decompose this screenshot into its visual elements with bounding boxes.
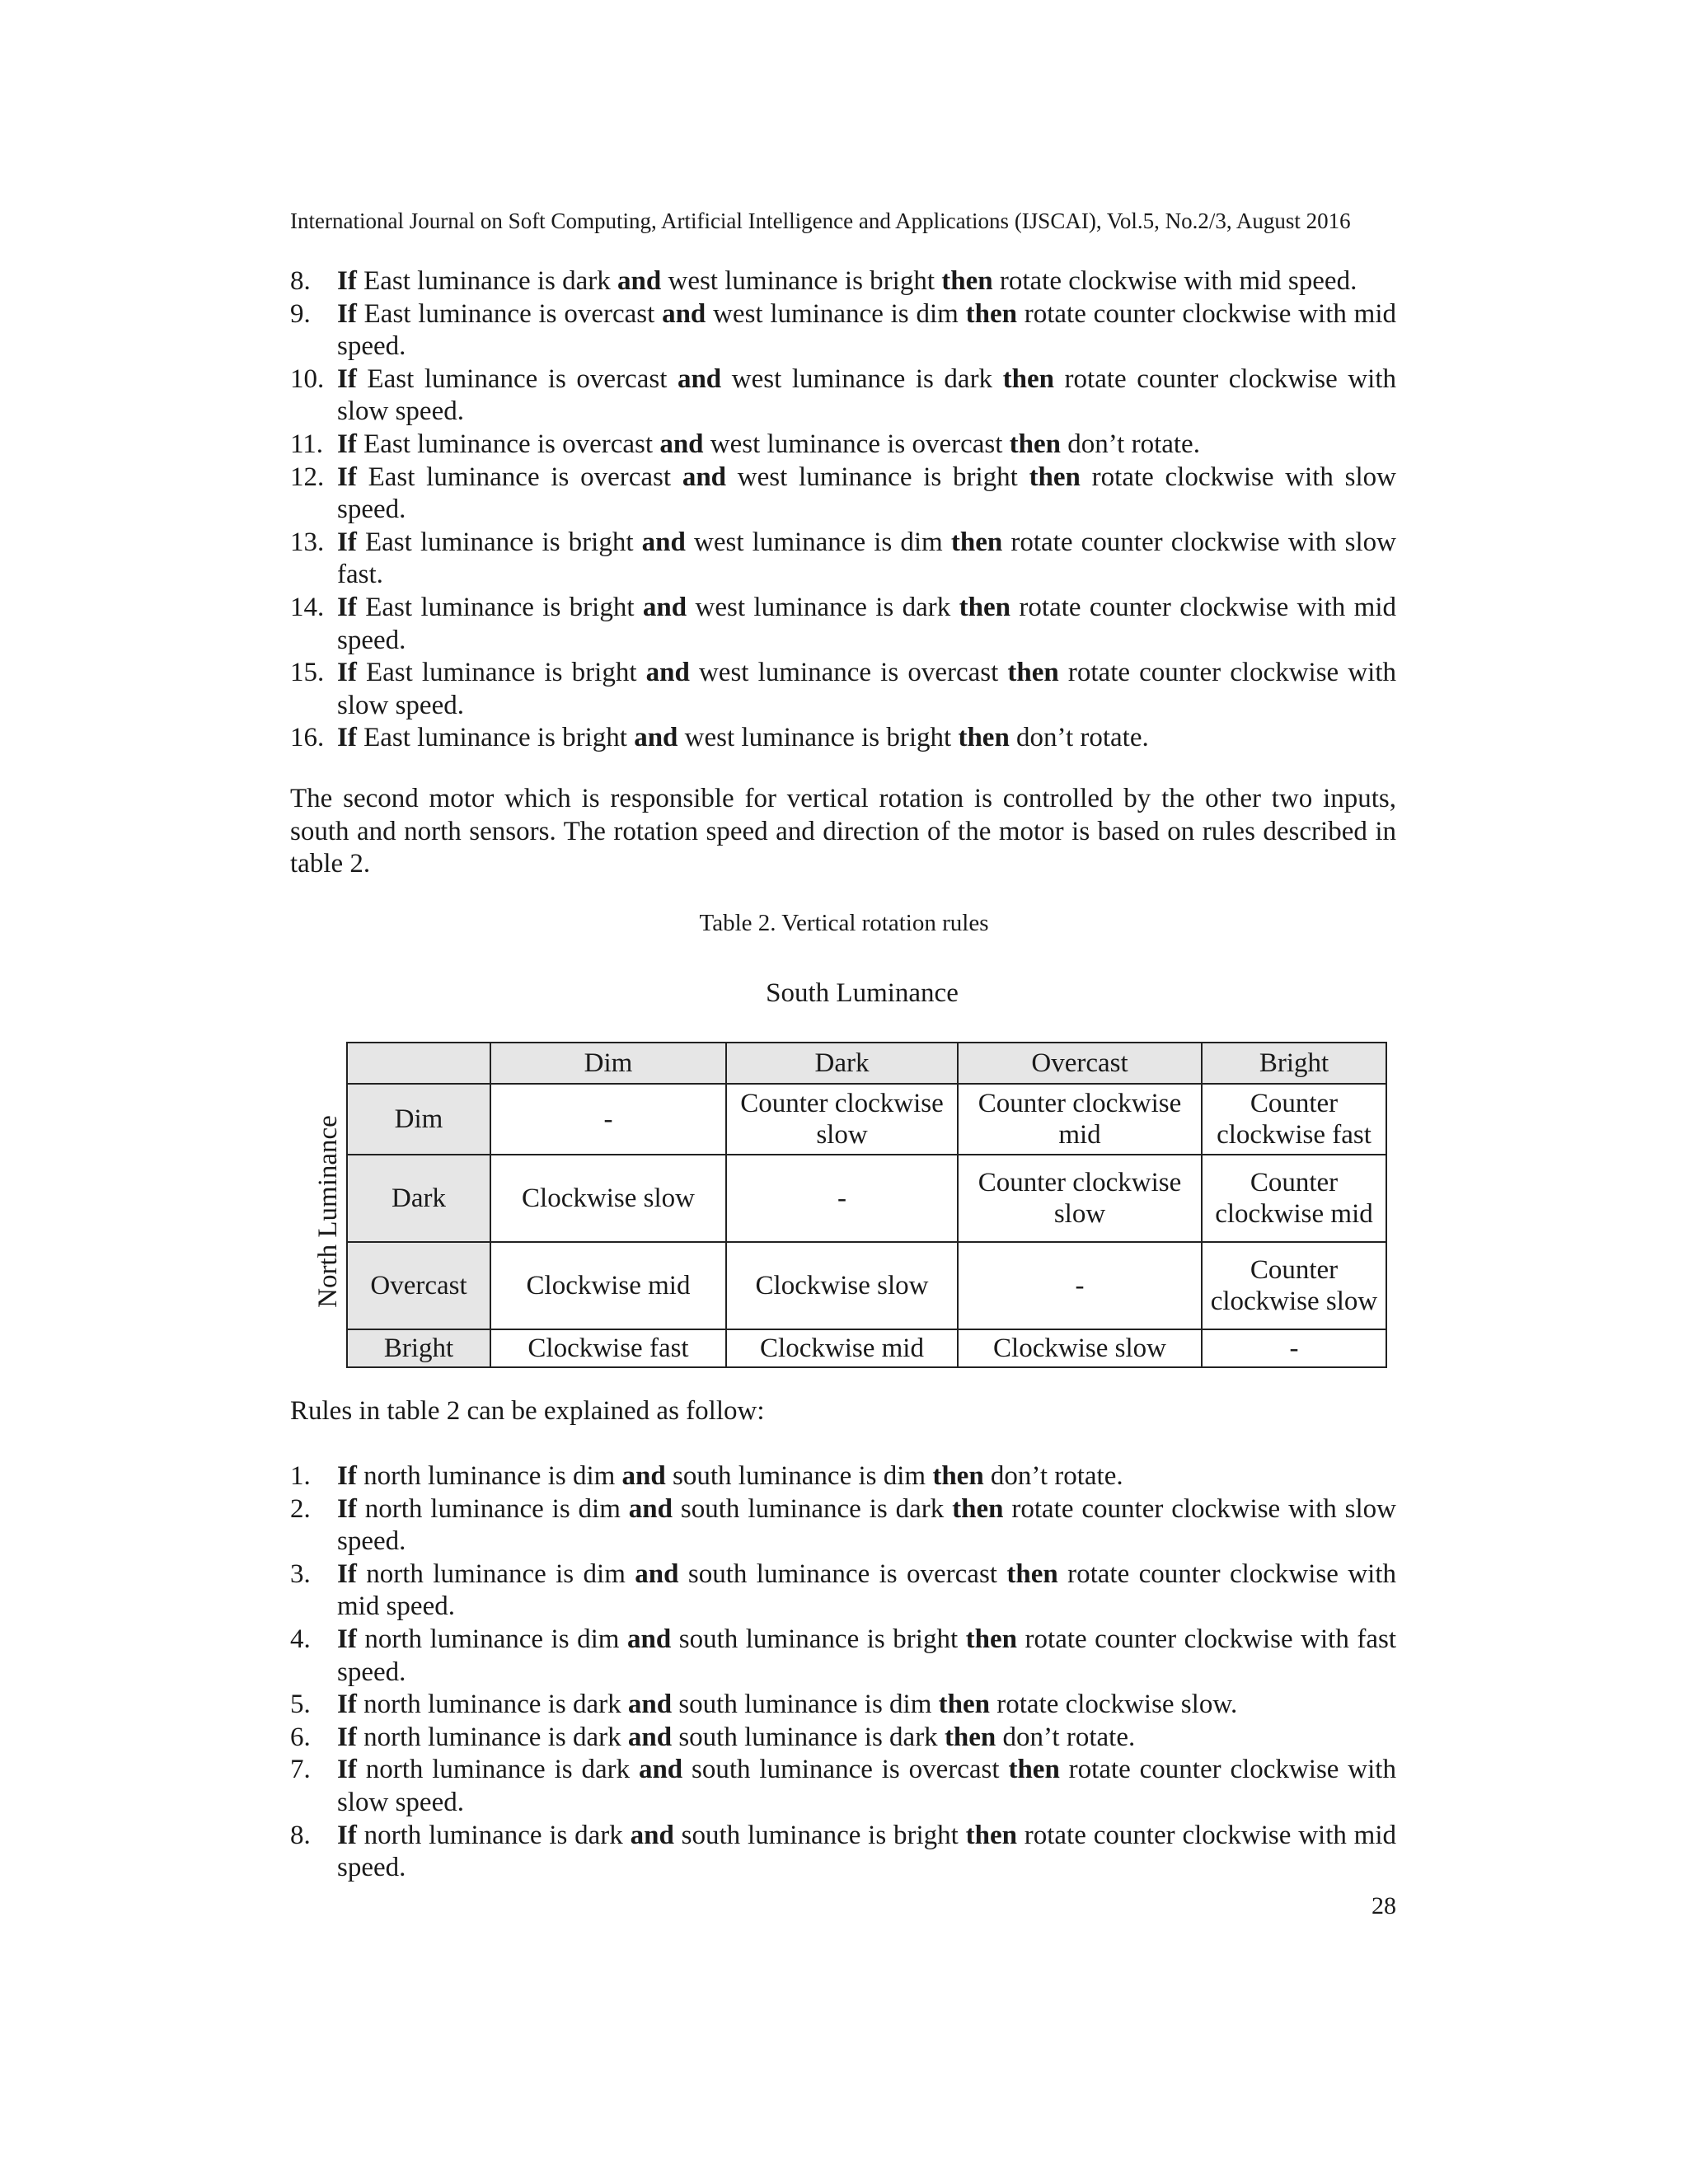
vertical-rotation-table — [346, 1042, 1387, 1368]
page: International Journal on Soft Computing, Artificial Intelligence and Applications (IJSCAI), Vol.5, No.2/3, August 2016 8. If East luminance is dark and west luminance is bright then rotate clockwise with mid speed. 9. If East luminance is overcast and west luminance is dim then rotate counter clockwise with mid speed. 10. If East luminance is overcast and west luminance is dark then rotate counter clockwise with slow speed. 11. If East luminance is overcast and west luminance is overcast then don’t rotate. 12. If East luminance is overcast and west luminance is bright then rotate clockwise with slow speed. 13. If East luminance is bright and west luminance is dim then rotate counter clockwise with slow fast. 14. If East luminance is bright and west luminance is dark then rotate counter clockwise with mid speed. 15. If East luminance is bright and west luminance is overcast then rotate counter clockwise with slow speed. 16. If East luminance is bright and west luminance is bright then don’t rotate. The second motor which is responsible for vertical rotation is controlled by the other two inputs, south and north sensors. The rotation speed and direction of the motor is based on rules described in table 2. Table 2. Vertical rotation rules South Luminance North Luminance Dim Dark Overcast Bright Dim - Counter clockwise slow Counter clockwise mid Counter clockwise fast Dark Clockwise slow - Counter clockwise slow Counter clockwise mid Overcast Clockwise mid Clockwise slow - Counter clockwise slow Bright Clockwise fast Clockwise mid Clockwise slow - Rules in table 2 can be explained as follow: 1. If north luminance is dim and south luminance is dim then don’t rotate. 2. If north luminance is dim and south luminance is dark then rotate counter clockwise with slow speed. 3. If north luminance is dim and south luminance is overcast then rotate counter clockwise with mid speed. 4. If north luminance is dim and south luminance is bright then rotate counter clockwise with fast speed. 5. If north luminance is dark and south luminance is dim then rotate clockwise slow. 6. If north luminance is dark and south luminance is dark then don’t rotate. 7. If north luminance is dark and south luminance is overcast then rotate counter clockwise with slow speed. 8. If north luminance is dark and south luminance is bright then rotate counter clockwise with mid speed. 28 — [0, 0, 1688, 2184]
table-cell: Clockwise slow — [958, 1329, 1202, 1367]
column-header: Dim — [490, 1043, 726, 1084]
vertical-rules-list — [290, 1460, 1396, 1885]
journal-header: International Journal on Soft Computing, Artificial Intelligence and Applications (IJSCAI), Vol.5, No.2/3, August 2016 — [290, 209, 1351, 233]
table-cell: Counter clockwise slow — [1202, 1242, 1386, 1329]
table-row — [347, 1242, 1386, 1329]
table-cell: Clockwise slow — [490, 1155, 726, 1242]
column-header: Dark — [726, 1043, 958, 1084]
table-cell: - — [490, 1084, 726, 1155]
rule-item: 14. If East luminance is bright and west luminance is dark then rotate counter clockwise with mid speed. — [290, 592, 1396, 655]
table-row — [347, 1329, 1386, 1367]
table-header-row — [347, 1043, 1386, 1084]
rule-item: 10. If East luminance is overcast and west luminance is dark then rotate counter clockwise with slow speed. — [290, 363, 1396, 427]
row-header: Overcast — [347, 1242, 490, 1329]
rule-item: 8. If East luminance is dark and west luminance is bright then rotate clockwise with mid speed. — [290, 266, 1357, 296]
rule-item: 3. If north luminance is dim and south luminance is overcast then rotate counter clockwise with mid speed. — [290, 1558, 1396, 1622]
rule-item: 5. If north luminance is dark and south luminance is dim then rotate clockwise slow. — [290, 1690, 1238, 1720]
table-cell: Counter clockwise slow — [958, 1155, 1202, 1242]
table-cell: Clockwise mid — [726, 1329, 958, 1367]
rule-item: 9. If East luminance is overcast and west luminance is dim then rotate counter clockwise with mid speed. — [290, 298, 1396, 362]
table-cell: Counter clockwise fast — [1202, 1084, 1386, 1155]
rule-item: 16. If East luminance is bright and west luminance is bright then don’t rotate. — [290, 723, 1149, 753]
rule-item: 13. If East luminance is bright and west luminance is dim then rotate counter clockwise with slow fast. — [290, 527, 1396, 590]
rule-item: 6. If north luminance is dark and south luminance is dark then don’t rotate. — [290, 1722, 1136, 1752]
corner-cell — [347, 1043, 490, 1084]
rule-item: 12. If East luminance is overcast and west luminance is bright then rotate clockwise with slow speed. — [290, 462, 1396, 525]
rule-item: 4. If north luminance is dim and south luminance is bright then rotate counter clockwise with fast speed. — [290, 1624, 1397, 1687]
table-cell: Clockwise slow — [726, 1242, 958, 1329]
row-header: Bright — [347, 1329, 490, 1367]
table-cell: Counter clockwise mid — [1202, 1155, 1386, 1242]
table-cell: - — [726, 1155, 958, 1242]
table-cell: Clockwise mid — [490, 1242, 726, 1329]
table-caption: Table 2. Vertical rotation rules — [699, 910, 989, 936]
rule-item: 8. If north luminance is dark and south luminance is bright then rotate counter clockwise with mid speed. — [290, 1820, 1396, 1883]
table-row — [347, 1155, 1386, 1242]
rule-item: 7. If north luminance is dark and south luminance is overcast then rotate counter clockwise with slow speed. — [290, 1755, 1396, 1817]
row-header: Dark — [347, 1155, 490, 1242]
table-cell: - — [1202, 1329, 1386, 1367]
column-header: Overcast — [958, 1043, 1202, 1084]
rule-item: 2. If north luminance is dim and south luminance is dark then rotate counter clockwise with slow speed. — [290, 1493, 1396, 1557]
table-cell: Counter clockwise slow — [726, 1084, 958, 1155]
column-header: Bright — [1202, 1043, 1386, 1084]
table-cell: Clockwise fast — [490, 1329, 726, 1367]
rule-item: 1. If north luminance is dim and south luminance is dim then don’t rotate. — [290, 1461, 1123, 1491]
rule-item: 11. If East luminance is overcast and west luminance is overcast then don’t rotate. — [290, 429, 1200, 459]
table-row — [347, 1084, 1386, 1155]
horizontal-rules-list — [290, 265, 1396, 755]
table-cell: - — [958, 1242, 1202, 1329]
rules-intro: Rules in table 2 can be explained as follow: — [290, 1396, 765, 1426]
column-axis-label: South Luminance — [766, 978, 959, 1008]
page-number: 28 — [1372, 1892, 1396, 1919]
rule-item: 15. If East luminance is bright and west luminance is overcast then rotate counter clockwise with slow speed. — [290, 658, 1396, 720]
table-cell: Counter clockwise mid — [958, 1084, 1202, 1155]
row-header: Dim — [347, 1084, 490, 1155]
body-paragraph: The second motor which is responsible for vertical rotation is controlled by the other two inputs, south and north sensors. The rotation speed and direction of the motor is based on rules described in table 2. — [290, 784, 1396, 879]
